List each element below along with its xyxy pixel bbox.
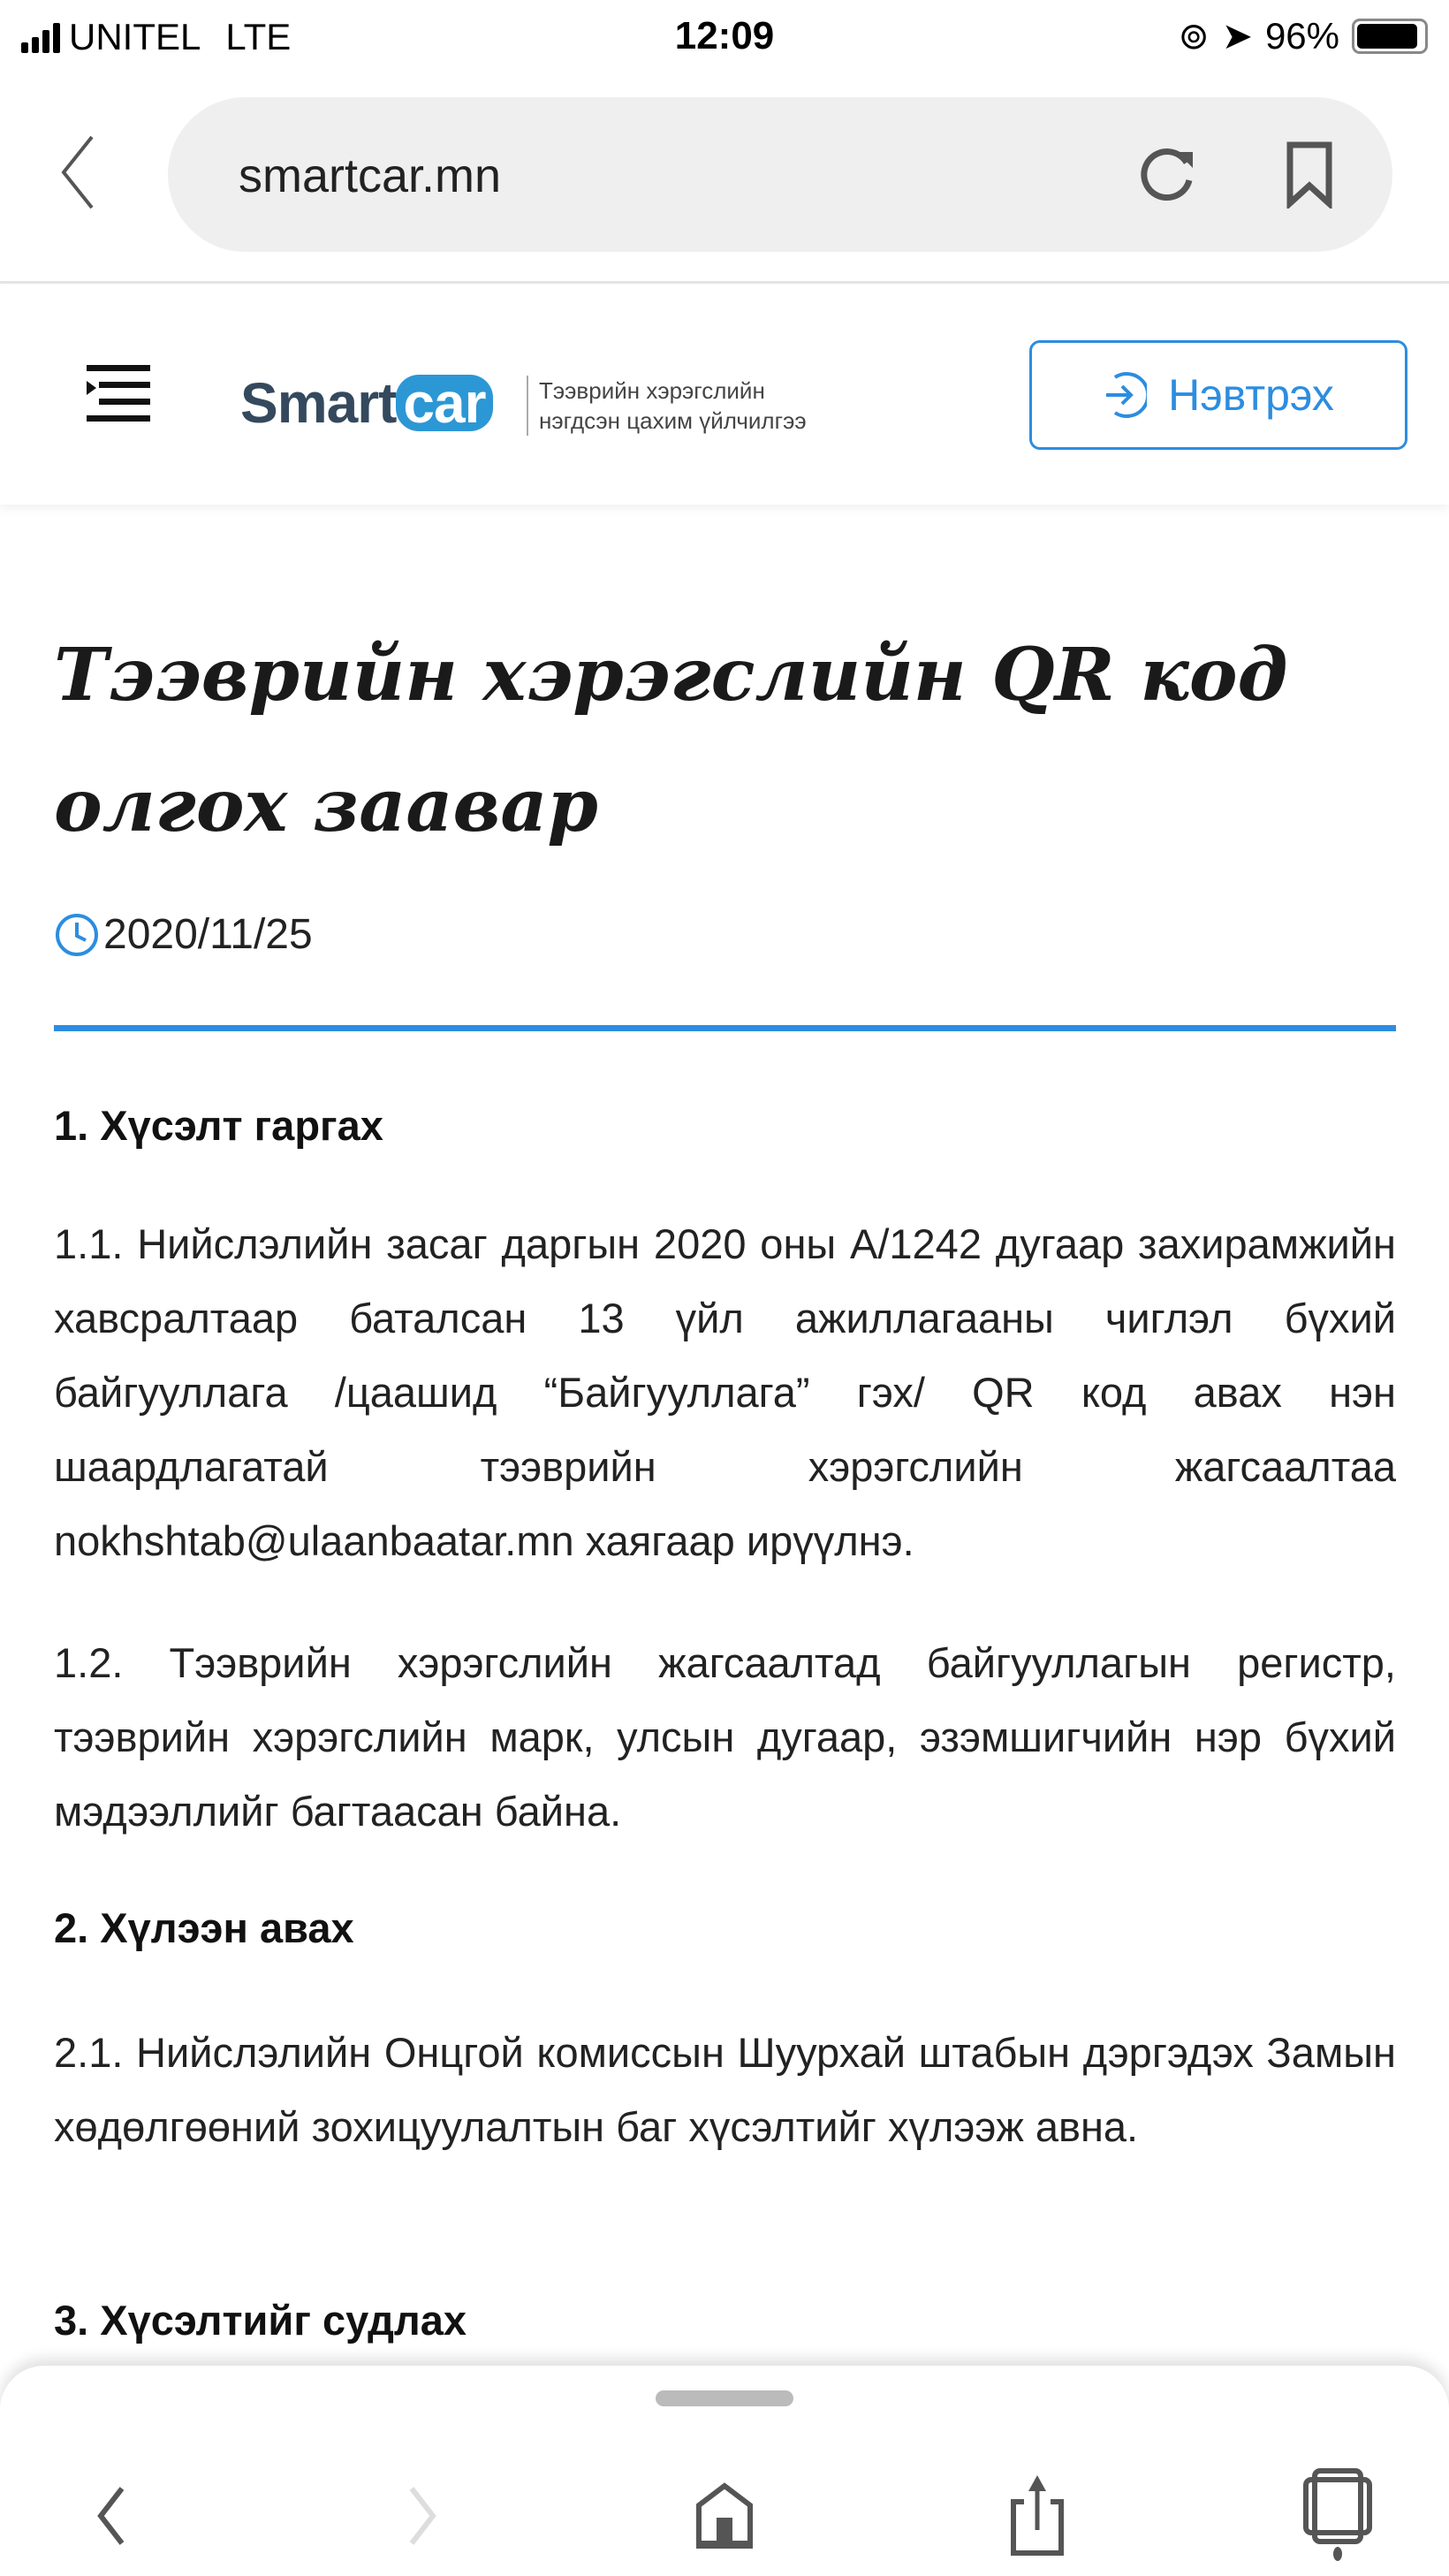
section-heading: 2. Хүлээн авах (54, 1904, 354, 1951)
paragraph: 1.2. Тээврийн хэрэгслийн жагсаалтад байгууллагын регистр, тээврийн хэрэгслийн марк, улсын дугаар, эзэмшигчийн нэр бүхий мэдээллийг багтаасан байна. (54, 1639, 1396, 1835)
section-heading: 1. Хүсэлт гаргах (54, 1102, 383, 1149)
forward-nav-icon[interactable] (369, 2463, 475, 2569)
tabs-icon[interactable] (1285, 2463, 1391, 2569)
carrier: UNITEL (69, 16, 201, 57)
status-bar (0, 0, 1449, 80)
login-icon (1103, 370, 1147, 420)
section-2 (54, 1891, 1396, 1965)
page-title: Тээврийн хэрэгслийн QR код олгох заавар (54, 633, 1288, 848)
section-1 (54, 1089, 1396, 1163)
logo[interactable]: Smart car (240, 370, 493, 436)
network: LTE (225, 16, 292, 57)
title-divider (54, 1025, 1396, 1031)
bookmark-icon[interactable] (1283, 141, 1336, 213)
address-bar[interactable] (168, 97, 1392, 252)
paragraph: 2.1. Нийслэлийн Онцгой комиссын Шуурхай штабын дэргэдэх Замын хөдөлгөөний зохицуулалтын баг хүсэлтийг хүлээж авна. (54, 2029, 1396, 2150)
clock: 12:09 (674, 14, 775, 57)
paragraph: 1.1. Нийслэлийн засаг даргын 2020 оны А/1242 дугаар захирамжийн хавсралтаар баталсан 13 үйл ажиллагааны чиглэл бүхий байгууллага /цаашид “Байгууллага” гэх/ QR код авах нэн шаардлагатай тээврийн хэрэгслийн жагсаалтаа nokhshtab@ulaanbaatar.mn хаягаар ирүүлнэ. (54, 1220, 1396, 1564)
battery-percent: 96% (1264, 14, 1339, 57)
section-heading: 3. Хүсэлтийг судлах (54, 2297, 467, 2344)
home-icon[interactable] (671, 2463, 778, 2569)
share-icon[interactable] (984, 2463, 1090, 2569)
back-nav-icon[interactable] (58, 2463, 164, 2569)
publish-date: 2020/11/25 (54, 910, 313, 959)
rotation-lock-icon: ⊚ (1178, 15, 1210, 57)
clock-icon (54, 912, 100, 958)
login-button[interactable]: Нэвтрэх (1029, 340, 1407, 450)
url-text[interactable]: smartcar.mn (239, 149, 502, 202)
location-icon: ➤ (1221, 15, 1253, 57)
logo-tagline: Тээврийн хэрэгслийн нэгдсэн цахим үйлчилгээ (527, 376, 807, 436)
section-3 (54, 2283, 1396, 2358)
site-header (0, 284, 1449, 505)
browser-toolbar (0, 2366, 1449, 2576)
menu-icon[interactable] (87, 365, 150, 426)
back-icon[interactable] (57, 133, 101, 217)
reload-icon[interactable] (1138, 143, 1200, 209)
drag-handle[interactable] (656, 2390, 793, 2406)
battery-icon (1352, 19, 1428, 54)
